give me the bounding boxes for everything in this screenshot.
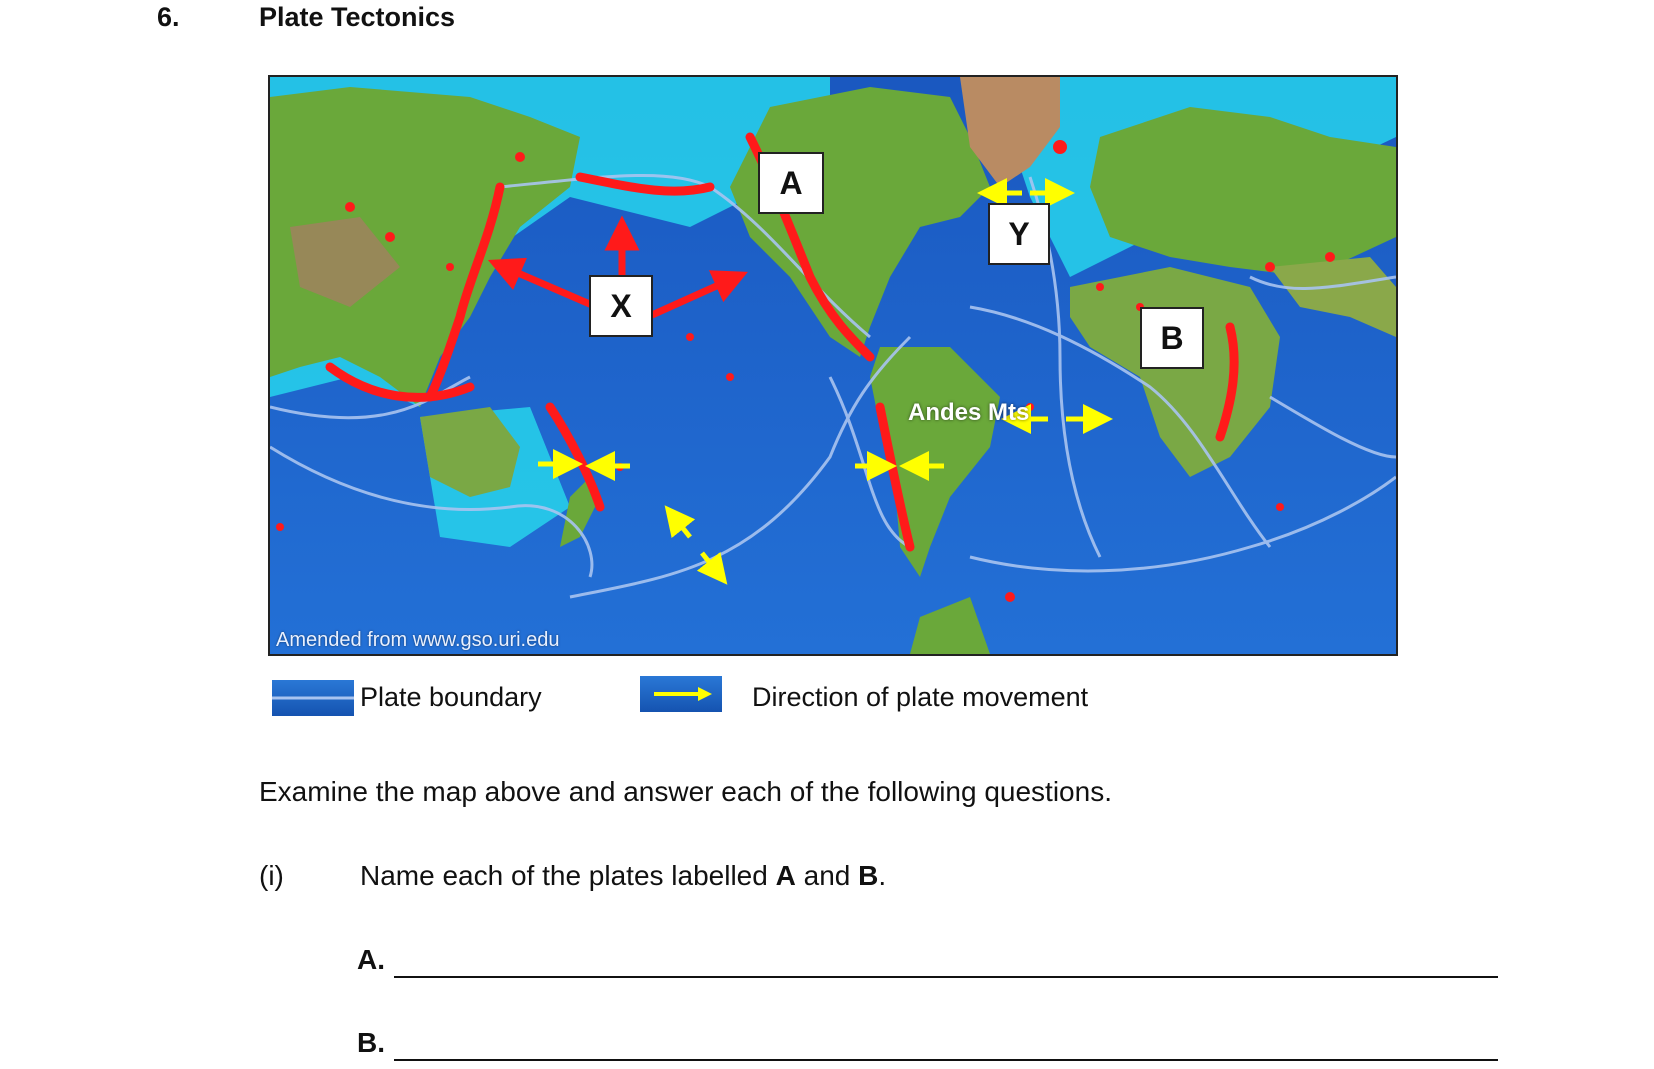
plate-label-b: B [1140, 307, 1204, 369]
world-map [268, 75, 1398, 656]
answer-a-line[interactable] [394, 976, 1498, 978]
answer-b-line[interactable] [394, 1059, 1498, 1061]
label-y: Y [988, 203, 1050, 265]
part-i-text-after: . [878, 860, 887, 891]
part-i-number: (i) [259, 860, 284, 891]
world-map-graphic [270, 77, 1396, 654]
part-i-bold-a: A [775, 860, 796, 891]
part-i-question [360, 860, 886, 892]
plate-label-a: A [758, 152, 824, 214]
question-title: Plate Tectonics [259, 2, 456, 32]
plate-boundary-swatch [272, 680, 354, 716]
part-i-text-mid: and [795, 860, 859, 891]
answer-a-label: A. [357, 944, 385, 975]
boundary-line-icon [272, 680, 354, 716]
part-i-bold-b: B [858, 860, 879, 891]
plate-movement-swatch [640, 676, 722, 712]
yellow-arrow-icon [640, 676, 722, 712]
part-i-text-before: Name each of the plates labelled [360, 860, 776, 891]
andes-label: Andes Mts [908, 399, 1030, 426]
instruction-text: Examine the map above and answer each of the following questions. [259, 776, 1112, 807]
legend-movement-label: Direction of plate movement [752, 682, 1089, 712]
answer-b-label: B. [357, 1027, 385, 1058]
legend-boundary-label: Plate boundary [360, 682, 542, 712]
map-credit: Amended from www.gso.uri.edu [276, 629, 560, 651]
label-x: X [589, 275, 653, 337]
question-number: 6. [157, 2, 180, 32]
